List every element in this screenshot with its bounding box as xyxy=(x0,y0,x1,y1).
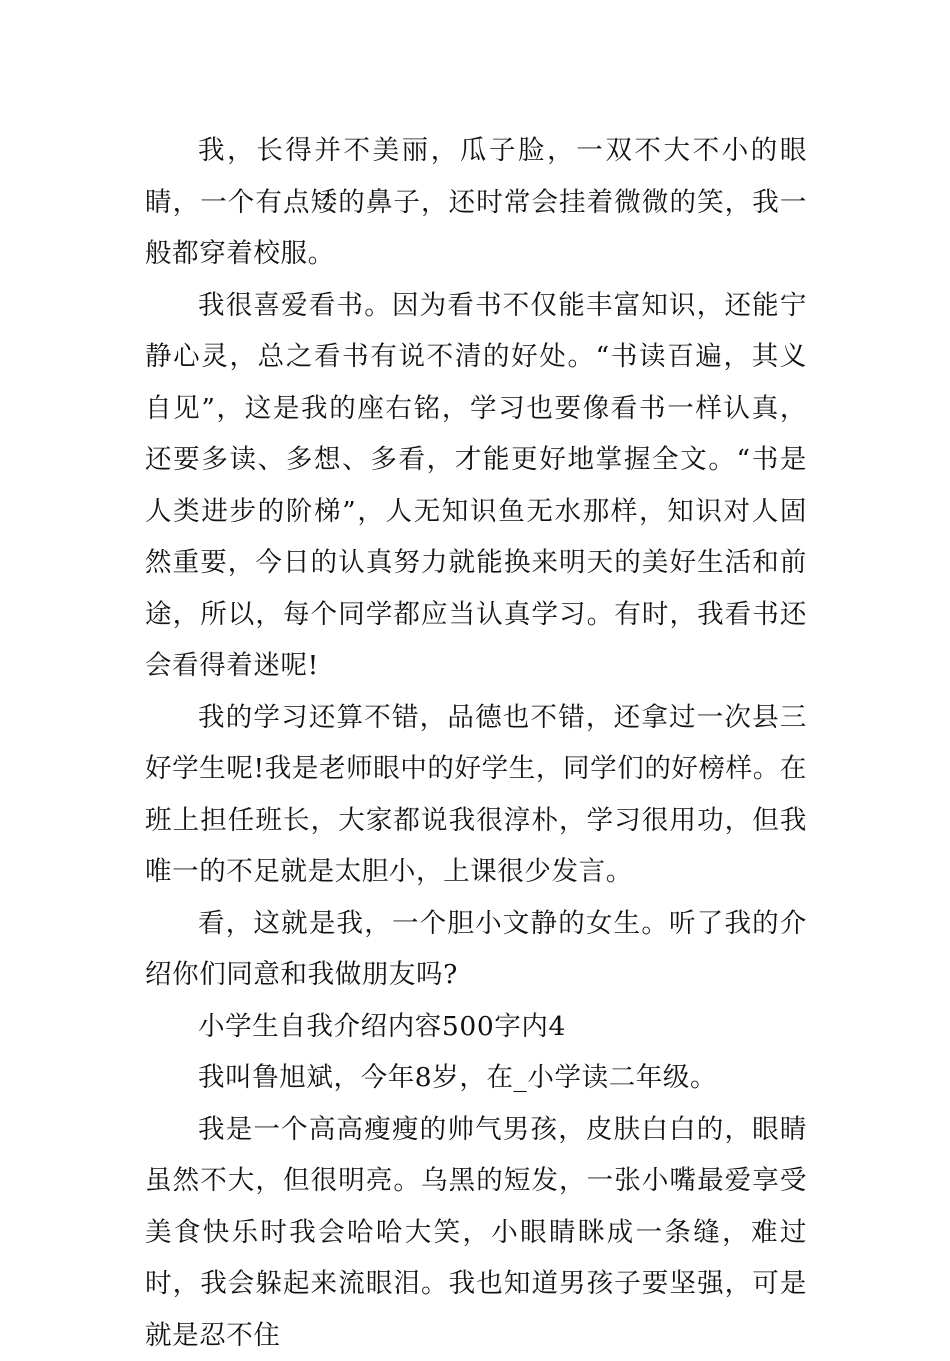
section-heading: 小学生自我介绍内容500字内4 xyxy=(145,1001,807,1053)
paragraph-study: 我的学习还算不错，品德也不错，还拿过一次县三好学生呢!我是老师眼中的好学生，同学们的好榜样。在班上担任班长，大家都说我很淳朴，学习很用功，但我唯一的不足就是太胆小，上课很少发言。 xyxy=(145,692,807,898)
paragraph-reading: 我很喜爱看书。因为看书不仅能丰富知识，还能宁静心灵，总之看书有说不清的好处。“书读百遍，其义自见”，这是我的座右铭，学习也要像看书一样认真，还要多读、多想、多看，才能更好地掌握全文。“书是人类进步的阶梯”，人无知识鱼无水那样，知识对人固然重要，今日的认真努力就能换来明天的美好生活和前途，所以，每个同学都应当认真学习。有时，我看书还会看得着迷呢! xyxy=(145,280,807,692)
document-body xyxy=(145,125,807,1361)
paragraph-appearance: 我，长得并不美丽，瓜子脸，一双不大不小的眼睛，一个有点矮的鼻子，还时常会挂着微微的笑，我一般都穿着校服。 xyxy=(145,125,807,280)
paragraph-conclusion: 看，这就是我，一个胆小文静的女生。听了我的介绍你们同意和我做朋友吗? xyxy=(145,898,807,1001)
paragraph-description: 我是一个高高瘦瘦的帅气男孩，皮肤白白的，眼睛虽然不大，但很明亮。乌黑的短发，一张小嘴最爱享受美食快乐时我会哈哈大笑，小眼睛眯成一条缝，难过时，我会躲起来流眼泪。我也知道男孩子要坚强，可是就是忍不住 xyxy=(145,1104,807,1361)
paragraph-intro: 我叫鲁旭斌，今年8岁，在_小学读二年级。 xyxy=(145,1052,807,1104)
